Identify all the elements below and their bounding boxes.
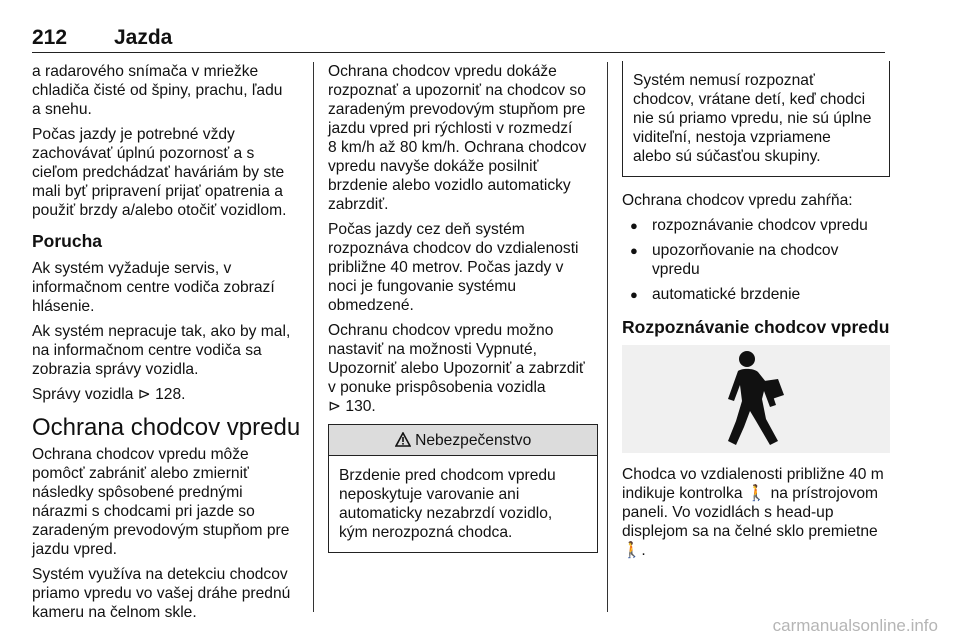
- paragraph: Ochranu chodcov vpredu možno nastaviť na možnosti Vypnuté, Upozorniť alebo Upozorniť a zabrzdiť v ponuke prispôsobenia vozidla ⊳ 130.: [328, 322, 585, 415]
- warning-header: [329, 425, 597, 456]
- paragraph: Ochrana chodcov vpredu môže pomôcť zabrániť alebo zmierniť následky spôsobené prednými nárazmi s chodcami pri jazde so zaradeným prevodovým stupňom pre jazdu vpred.: [32, 446, 290, 558]
- warning-triangle-icon: [395, 432, 411, 447]
- page-number: 212: [32, 26, 68, 49]
- paragraph: Ochrana chodcov vpredu dokáže rozpoznať a upozorniť na chodcov so zaradeným prevodovým stupňom pre jazdu vpred pri rýchlosti v rozmedzí 8 km/h až 80 km/h. Ochrana chodcov vpredu navyše dokáže posilniť brzdenie alebo vozidlo automaticky zabrzdiť.: [328, 63, 587, 213]
- paragraph: Počas jazdy je potrebné vždy zachovávať úplnú pozornosť a s cieľom predchádzať haváriám by ste mali byť pripravení prijať opatrenia a použiť brzdy a/alebo otočiť vozidlom.: [32, 126, 287, 219]
- cross-reference[interactable]: Správy vozidla ⊳ 128.: [32, 386, 186, 403]
- column-divider: [313, 62, 314, 612]
- warning-box: [328, 424, 598, 553]
- paragraph: Ak systém vyžaduje servis, v informačnom centre vodiča zobrazí hlásenie.: [32, 260, 275, 315]
- main-heading: Ochrana chodcov vpredu: [32, 414, 301, 441]
- feature-list: [622, 216, 890, 304]
- column-middle: [328, 62, 598, 553]
- paragraph: a radarového snímača v mriežke chladiča čisté od špiny, prachu, ľadu a snehu.: [32, 63, 283, 118]
- pedestrian-icon: [720, 349, 790, 449]
- section-heading-porucha: Porucha: [32, 231, 103, 251]
- page-header: [32, 22, 885, 53]
- paragraph: Systém využíva na detekciu chodcov priamo vpredu vo vašej dráhe prednú kameru na čelnom skle.: [32, 566, 291, 621]
- list-item: ● automatické brzdenie: [622, 285, 890, 304]
- list-item: ● upozorňovanie na chodcov vpredu: [622, 241, 890, 279]
- column-divider: [607, 62, 608, 612]
- column-right: [622, 62, 890, 566]
- section-heading-detection: Rozpoznávanie chodcov vpredu: [622, 317, 890, 337]
- list-item: ● rozpoznávanie chodcov vpredu: [622, 216, 890, 235]
- column-left: [32, 62, 302, 628]
- warning-title: Nebezpečenstvo: [415, 432, 532, 449]
- paragraph: Počas jazdy cez deň systém rozpoznáva chodcov do vzdialenosti približne 40 metrov. Počas jazdy v noci je fungovanie systému obmedzené.: [328, 221, 579, 314]
- list-intro: Ochrana chodcov vpredu zahŕňa:: [622, 192, 853, 209]
- paragraph: Ak systém nepracuje tak, ako by mal, na informačnom centre vodiča sa zobrazia správy vozidla.: [32, 323, 291, 378]
- paragraph: Chodca vo vzdialenosti približne 40 m indikuje kontrolka 🚶 na prístrojovom paneli. Vo vozidlách s head-up displejom sa na čelné sklo premietne 🚶.: [622, 466, 884, 559]
- warning-text: Brzdenie pred chodcom vpredu neposkytuje varovanie ani automaticky nezabrzdí vozidlo, kým nerozpozná chodca.: [339, 467, 556, 541]
- chapter-title: Jazda: [114, 26, 173, 49]
- warning-box-continued: Systém nemusí rozpoznať chodcov, vrátane detí, keď chodci nie sú priamo vpredu, nie sú úplne viditeľní, nestoja vzpriamene alebo sú súčasťou skupiny.: [622, 61, 890, 177]
- pedestrian-illustration: [622, 345, 890, 453]
- watermark: carmanualsonline.info: [772, 616, 938, 635]
